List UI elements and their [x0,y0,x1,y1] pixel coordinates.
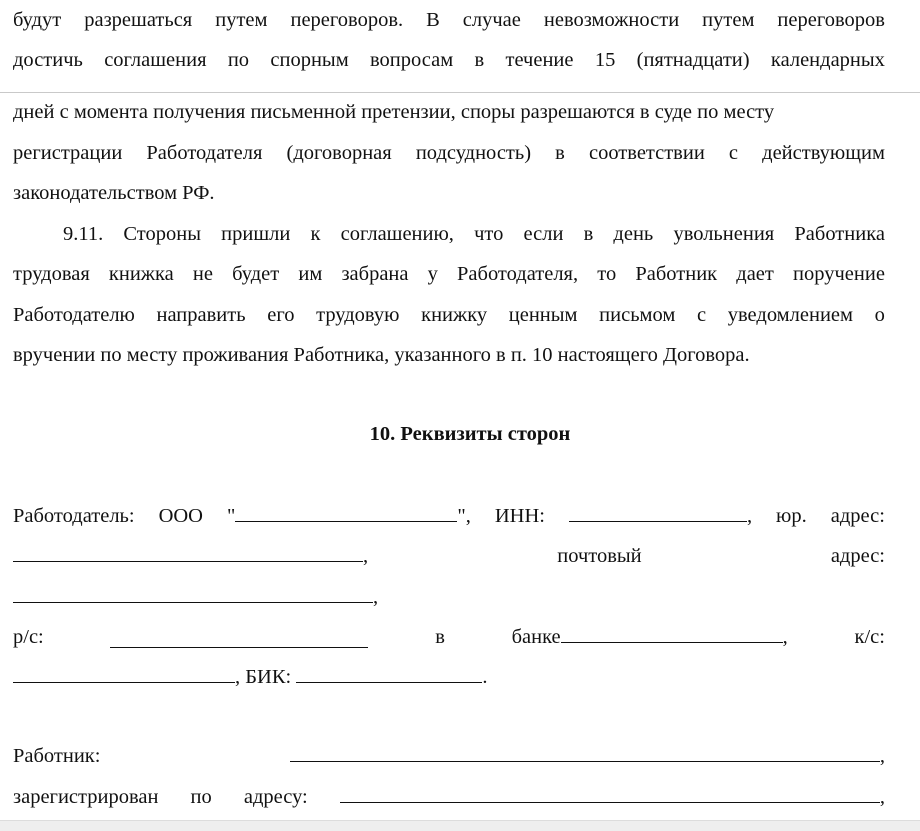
word: невозможности [543,9,680,31]
word: 15 [594,49,616,71]
word: о [874,304,885,326]
word: 9.11. [63,223,104,245]
employer-org-prefix: ООО [158,505,203,527]
inn-label: ИНН: [494,505,545,527]
word: по [227,49,250,71]
employee-address-field: , [340,777,885,817]
word: в [474,49,485,71]
word: путем [702,9,755,31]
word: путем [215,9,268,31]
word: разрешаться [84,9,193,31]
word: переговоров [777,9,885,31]
word: трудовая [13,263,90,285]
word: Работодателя [146,142,263,164]
corr-account-blank [13,658,235,683]
employee-line-1 [13,736,885,776]
section-heading: 10. Реквизиты сторон [369,423,571,445]
word: ценным [508,304,578,326]
word: календарных [770,49,885,71]
word: дает [736,263,774,285]
employer-line-1 [13,496,885,536]
clause-9-11-line-2 [13,254,885,294]
disputes-line-3: дней с момента получения письменной претензии, споры разрешаются в суде по месту [13,101,775,123]
employer-name-field: " ", [227,496,471,536]
word: поручение [793,263,885,285]
registered-label-2: по [190,786,212,808]
word: забрана [341,263,409,285]
legal-address-field: , [13,536,368,576]
word: что [474,223,504,245]
registered-label-3: адресу: [243,786,308,808]
word: с [697,304,707,326]
inn-blank [569,497,747,522]
employer-line-3 [13,577,885,617]
account-blank [110,623,368,648]
word: Работодателя, [457,263,579,285]
word: Стороны [123,223,201,245]
word: Работника [794,223,885,245]
postal-address-blank [13,578,373,603]
legal-address-label-2: адрес: [830,505,885,527]
legal-address-blank [13,537,363,562]
employee-label: Работник: [13,745,101,767]
employer-line-5 [13,657,885,697]
word: уведомлением [727,304,853,326]
word: книжку [421,304,488,326]
bik-blank [296,658,482,683]
clause-9-11-line-1 [63,214,885,254]
word: увольнения [673,223,775,245]
word: им [298,263,323,285]
employer-name-blank [235,497,457,522]
account-label: р/с: [13,626,44,648]
word: с [728,142,739,164]
word: соглашению, [340,223,454,245]
word: книжка [108,263,174,285]
registered-label-1: зарегистрирован [13,786,159,808]
employer-line-2 [13,536,885,576]
word: соглашения [104,49,207,71]
postal-address-comma: , [373,586,379,608]
word: регистрации [13,142,123,164]
word: то [597,263,617,285]
in-label: в [435,626,445,648]
word: в [555,142,565,164]
word: будет [232,263,280,285]
postal-label-1: почтовый [557,545,642,567]
disputes-line-2 [13,40,885,80]
word: к [310,223,321,245]
word: день [613,223,654,245]
word: достичь [13,49,83,71]
disputes-line-4 [13,133,885,173]
word: переговоров. [290,9,404,31]
employer-label: Работодатель: [13,505,135,527]
clause-9-11-line-4: вручении по месту проживания Работника, указанного в п. 10 настоящего Договора. [13,344,750,366]
word: его [267,304,295,326]
bank-field: банке , [512,617,788,657]
corr-label: к/с: [854,626,885,648]
word: письмом [599,304,676,326]
bank-blank [561,618,783,643]
employee-name-blank [290,737,880,762]
word: соответствии [588,142,705,164]
inn-field: , [569,496,752,536]
legal-address-label-1: юр. [776,505,807,527]
word: не [192,263,213,285]
word: если [523,223,564,245]
employee-line-2 [13,777,885,817]
word: Работник [635,263,718,285]
clause-9-11-line-3 [13,295,885,335]
word: действующим [762,142,885,164]
employee-address-blank [340,778,880,803]
word: трудовую [316,304,400,326]
employee-name-field: , [290,736,885,776]
word: случае [462,9,521,31]
word: (пятнадцати) [636,49,750,71]
word: (договорная [286,142,392,164]
word: Работодателю [13,304,135,326]
word: спорным [270,49,349,71]
postal-label-2: адрес: [830,545,885,567]
word: будут [13,9,62,31]
word: у [427,263,438,285]
word: пришли [221,223,291,245]
employer-line-4 [13,617,885,657]
word: течение [505,49,574,71]
word: в [583,223,594,245]
word: В [426,9,440,31]
bik-period: . [482,666,488,688]
word: направить [156,304,246,326]
bik-label: , БИК: [235,666,292,688]
disputes-line-1 [13,0,885,40]
word: вопросам [369,49,454,71]
disputes-line-5: законодательством РФ. [13,182,215,204]
page-bottom-edge [0,820,920,831]
word: подсудность) [415,142,532,164]
